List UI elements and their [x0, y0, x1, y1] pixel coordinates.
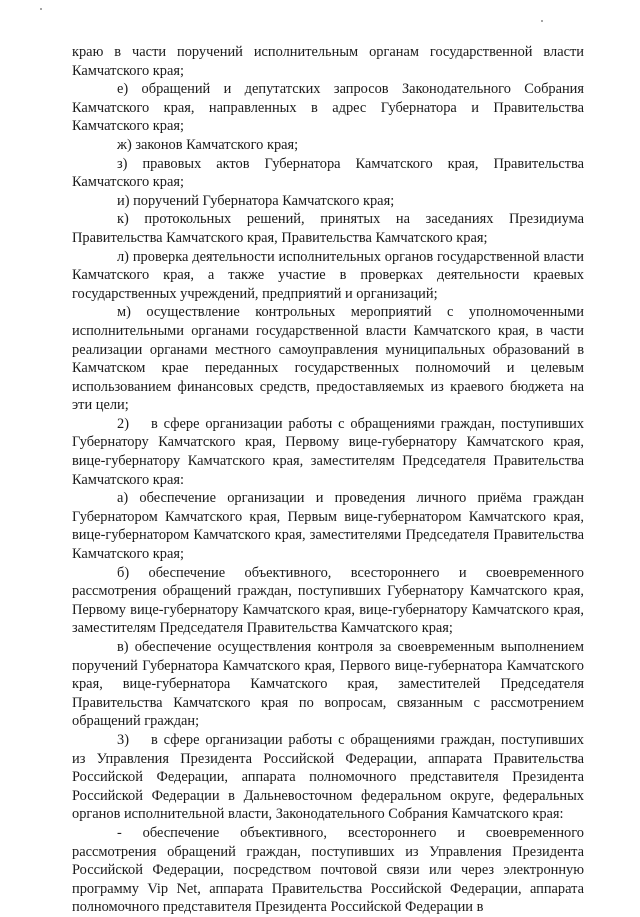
paragraph-text: ж) законов Камчатского края; [117, 136, 299, 153]
paragraph-text: л) проверка деятельности исполнительных органов государственной власти Камчатского края, а также участие в проверках деятельности краевых государственных учреждений, предприятий и организаций; [72, 248, 584, 302]
paragraph-text: е) обращений и депутатских запросов Законодательного Собрания Камчатского края, направленных в адрес Губернатора и Правительства Камчатского края; [72, 81, 584, 135]
paragraph-text: м) осуществление контрольных мероприятий с уполномоченными исполнительными органами государственной власти Камчатского края, в части реализации органами местного самоуправления муниципальных образований в Камчатском крае переданных государственных полномочий и целевым использованием финансовых средств, предоставляемых из краевого бюджета на эти цели; [72, 304, 584, 414]
paragraph-text: з) правовых актов Губернатора Камчатского края, Правительства Камчатского края; [72, 155, 584, 191]
paragraph [72, 824, 584, 917]
paragraph [72, 155, 584, 192]
paragraph-text: краю в части поручений исполнительным органам государственной власти Камчатского края; [72, 44, 584, 79]
paragraph [72, 564, 584, 638]
numbered-paragraph [72, 731, 584, 824]
paragraph-text: в сфере организации работы с обращениями граждан, поступивших из Управления Президента Российской Федерации, аппарата Правительства Российской Федерации, аппарата полномочного представителя Президента Российской Федерации в Дальневосточном федеральном округе, федеральных органов исполнительной власти, Законодательного Собрания Камчатского края: [72, 731, 584, 823]
paragraph [72, 210, 584, 247]
document-body [72, 43, 584, 917]
paragraph-text: - обеспечение объективного, всестороннего и своевременного рассмотрения обращений граждан, поступивших из Управления Президента Российской Федерации, посредством почтовой связи или через электронную программу Vip Net, аппарата Правительства Российской Федерации, аппарата полномочного представителя Президента Российской Федерации в [72, 824, 584, 916]
paragraph-text: в сфере организации работы с обращениями граждан, поступивших Губернатору Камчатского края, Первому вице-губернатору Камчатского края, вице-губернатору Камчатского края, заместителям Председателя Правительства Камчатского края: [72, 415, 584, 488]
paragraph [72, 489, 584, 563]
paragraph-text: в) обеспечение осуществления контроля за своевременным выполнением поручений Губернатора Камчатского края, Первого вице-губернатора Камчатского края, вице-губернатора Камчатского края, заместителей Председателя Правительства Камчатского края по вопросам, связанным с рассмотрением обращений граждан; [72, 639, 584, 730]
paragraph [72, 80, 584, 136]
paragraph [72, 248, 584, 304]
numbered-paragraph [72, 415, 584, 489]
paragraph [72, 192, 584, 211]
paragraph-text: и) поручений Губернатора Камчатского края; [117, 192, 395, 209]
paragraph-text: б) обеспечение объективного, всестороннего и своевременного рассмотрения обращений граждан, поступивших Губернатору Камчатского края, Первому вице-губернатору Камчатского края, вице-губернатору Камчатского края, заместителям Председателя Правительства Камчатского края; [72, 564, 584, 637]
paragraph [72, 43, 584, 80]
paragraph-number: 3) [117, 731, 129, 748]
paragraph-number: 2) [117, 415, 129, 432]
scan-speck [40, 8, 42, 10]
paragraph-text: а) обеспечение организации и проведения личного приёма граждан Губернатором Камчатского края, Первым вице-губернатором Камчатского края, вице-губернатором Камчатского края, заместителями Председателя Правительства Камчатского края; [72, 490, 584, 563]
paragraph-text: к) протокольных решений, принятых на заседаниях Президиума Правительства Камчатского края, Правительства Камчатского края; [72, 211, 584, 246]
paragraph [72, 136, 584, 155]
paragraph [72, 303, 584, 415]
scan-speck [541, 20, 543, 22]
paragraph [72, 638, 584, 731]
